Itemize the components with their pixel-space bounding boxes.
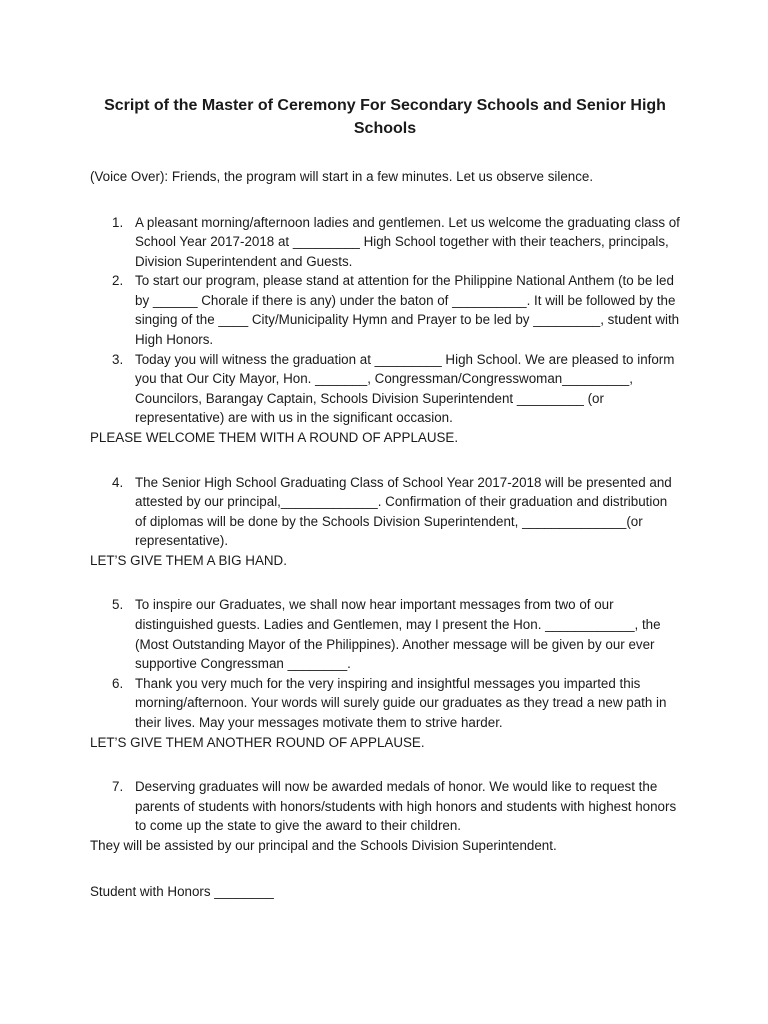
- list-item: [90, 271, 680, 349]
- voice-over-paragraph: (Voice Over): Friends, the program will start in a few minutes. Let us observe silence.: [90, 169, 594, 184]
- list-item: [90, 213, 680, 272]
- list-item-number: 5.: [112, 597, 124, 613]
- list-item: [90, 473, 680, 551]
- list-item: [90, 350, 680, 428]
- list-item-text: To inspire our Graduates, we shall now hear important messages from two of our distinguished guests. Ladies and Gentlemen, may I present the Hon. ____________, the (Most Outstanding Mayor of the Philippines). Another message will be given by our ever supportive Congressman ________.: [135, 597, 661, 672]
- list-item-text: A pleasant morning/afternoon ladies and gentlemen. Let us welcome the graduating class of School Year 2017-2018 at _________ High School together with their teachers, principals, Division Superintendent and Guests.: [135, 214, 680, 269]
- student-honors-line: Student with Honors ________: [90, 884, 274, 900]
- list-item: [90, 777, 680, 836]
- list-item-number: 7.: [112, 779, 124, 795]
- list-item-number: 4.: [112, 474, 124, 490]
- applause-line-2: LET’S GIVE THEM A BIG HAND.: [90, 552, 287, 568]
- list-item-text: Today you will witness the graduation at _________ High School. We are pleased to inform you that Our City Mayor, Hon. _______, Congressman/Congresswoman_________, Councilors, Barangay Captain, Schools Division Superintendent _________ (or representative) are with us in the significant occasion.: [135, 351, 675, 426]
- list-item-number: 3.: [112, 351, 124, 367]
- script-list-3: [90, 595, 680, 732]
- assisted-paragraph: They will be assisted by our principal and the Schools Division Superintendent.: [90, 837, 557, 853]
- list-item-text: Deserving graduates will now be awarded medals of honor. We would like to request the parents of students with honors/students with high honors and students with highest honors to come up the state to give the award to their children.: [135, 779, 677, 834]
- list-item-number: 2.: [112, 273, 124, 289]
- script-list-4: [90, 777, 680, 836]
- list-item-text: Thank you very much for the very inspiring and insightful messages you imparted this morning/afternoon. Your words will surely guide our graduates as they tread a new path in their lives. May your messages motivate them to strive harder.: [135, 675, 667, 730]
- script-list-2: [90, 473, 680, 551]
- list-item-text: The Senior High School Graduating Class of School Year 2017-2018 will be presented and attested by our principal,_____________. Confirmation of their graduation and distribution of diplomas will be done by the Schools Division Superintendent, ______________(or representative).: [135, 474, 672, 549]
- script-list-1: [90, 213, 680, 429]
- list-item-number: 1.: [112, 214, 124, 230]
- list-item-number: 6.: [112, 675, 124, 691]
- applause-line-1: PLEASE WELCOME THEM WITH A ROUND OF APPLAUSE.: [90, 430, 459, 446]
- list-item: [90, 595, 680, 673]
- list-item: [90, 674, 680, 733]
- document-title: Script of the Master of Ceremony For Secondary Schools and Senior High Schools: [104, 97, 666, 137]
- list-item-text: To start our program, please stand at attention for the Philippine National Anthem (to be led by ______ Chorale if there is any) under the baton of __________. It will be followed by the singing of the ____ City/Municipality Hymn and Prayer to be led by _________, student with High Honors.: [135, 273, 680, 348]
- applause-line-3: LET’S GIVE THEM ANOTHER ROUND OF APPLAUSE.: [90, 734, 425, 750]
